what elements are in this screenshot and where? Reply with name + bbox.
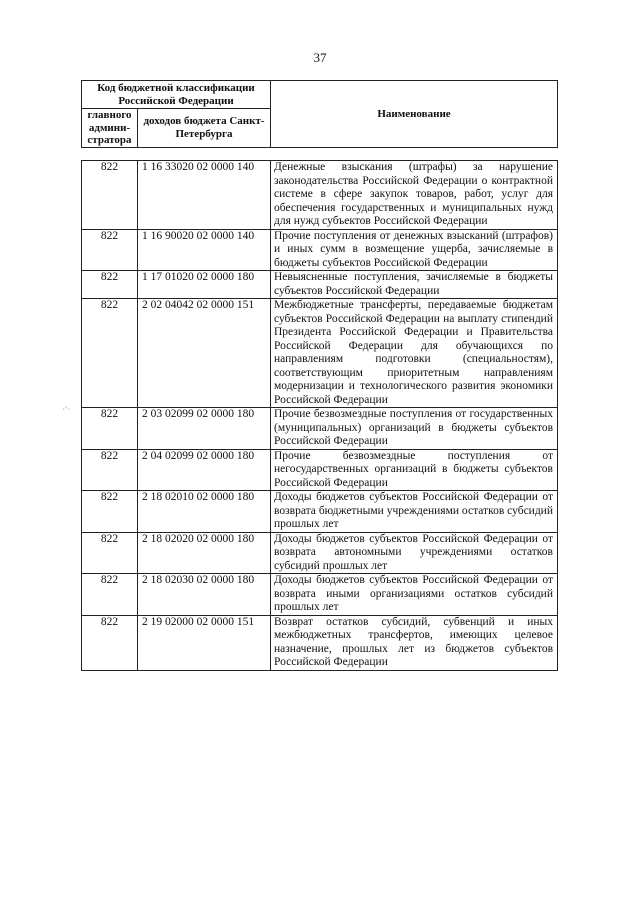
budget-code-cell: 2 18 02030 02 0000 180	[138, 574, 271, 616]
income-name-cell: Межбюджетные трансферты, передаваемые бюджетам субъектов Российской Федерации на выплату стипендий Президента Российской Федерации и Правительства Российской Федерации для обучающихся по направлениям подготовки (специальностям), соответствующим приоритетным направлениям модернизации и технологического развития экономики Российской Федерации	[271, 299, 558, 408]
table-row	[82, 491, 558, 533]
admin-code-cell: 822	[82, 408, 138, 450]
admin-code-cell: 822	[82, 532, 138, 574]
admin-code-cell: 822	[82, 271, 138, 299]
table-row	[82, 408, 558, 450]
table-row	[82, 271, 558, 299]
budget-code-cell: 2 18 02010 02 0000 180	[138, 491, 271, 533]
income-name-cell: Возврат остатков субсидий, субвенций и иных межбюджетных трансфертов, имеющих целевое назначение, прошлых лет из бюджетов субъектов Российской Федерации	[271, 615, 558, 670]
budget-code-cell: 2 18 02020 02 0000 180	[138, 532, 271, 574]
admin-code-cell: 822	[82, 491, 138, 533]
header-code-column: доходов бюджета Санкт-Петербурга	[138, 109, 271, 148]
header-name-column: Наименование	[271, 81, 558, 148]
admin-code-cell: 822	[82, 161, 138, 230]
table-row	[82, 615, 558, 670]
budget-code-cell: 1 16 33020 02 0000 140	[138, 161, 271, 230]
budget-code-cell: 1 17 01020 02 0000 180	[138, 271, 271, 299]
income-name-cell: Доходы бюджетов субъектов Российской Федерации от возврата иными организациями остатков субсидий прошлых лет	[271, 574, 558, 616]
budget-code-cell: 2 04 02099 02 0000 180	[138, 449, 271, 491]
revenue-table-body	[82, 161, 558, 671]
income-name-cell: Денежные взыскания (штрафы) за нарушение законодательства Российской Федерации о контрактной системе в сфере закупок товаров, работ, услуг для обеспечения государственных и муниципальных нужд для нужд субъектов Российской Федерации	[271, 161, 558, 230]
income-name-cell: Прочие поступления от денежных взысканий (штрафов) и иных сумм в возмещение ущерба, зачисляемые в бюджеты субъектов Российской Федерации	[271, 229, 558, 271]
revenue-table	[81, 160, 558, 671]
income-name-cell: Доходы бюджетов субъектов Российской Федерации от возврата бюджетными учреждениями остатков субсидий прошлых лет	[271, 491, 558, 533]
table-row	[82, 161, 558, 230]
table-header	[81, 80, 558, 148]
table-row	[82, 299, 558, 408]
income-name-cell: Доходы бюджетов субъектов Российской Федерации от возврата автономными учреждениями остатков субсидий прошлых лет	[271, 532, 558, 574]
admin-code-cell: 822	[82, 299, 138, 408]
budget-code-cell: 2 19 02000 02 0000 151	[138, 615, 271, 670]
admin-code-cell: 822	[82, 229, 138, 271]
table-row	[82, 449, 558, 491]
budget-code-cell: 2 02 04042 02 0000 151	[138, 299, 271, 408]
table-row	[82, 574, 558, 616]
admin-code-cell: 822	[82, 449, 138, 491]
income-name-cell: Прочие безвозмездные поступления от негосударственных организаций в бюджеты субъектов Российской Федерации	[271, 449, 558, 491]
scan-mark: ·ʼ·	[62, 405, 70, 414]
admin-code-cell: 822	[82, 574, 138, 616]
income-name-cell: Невыясненные поступления, зачисляемые в бюджеты субъектов Российской Федерации	[271, 271, 558, 299]
budget-code-cell: 1 16 90020 02 0000 140	[138, 229, 271, 271]
table-row	[82, 229, 558, 271]
page-number: 37	[313, 50, 327, 65]
table-row	[82, 532, 558, 574]
header-admin-column: главного админи-стратора	[82, 109, 138, 148]
header-group-title: Код бюджетной классификации Российской Федерации	[82, 81, 271, 109]
admin-code-cell: 822	[82, 615, 138, 670]
budget-code-cell: 2 03 02099 02 0000 180	[138, 408, 271, 450]
income-name-cell: Прочие безвозмездные поступления от государственных (муниципальных) организаций в бюджеты субъектов Российской Федерации	[271, 408, 558, 450]
